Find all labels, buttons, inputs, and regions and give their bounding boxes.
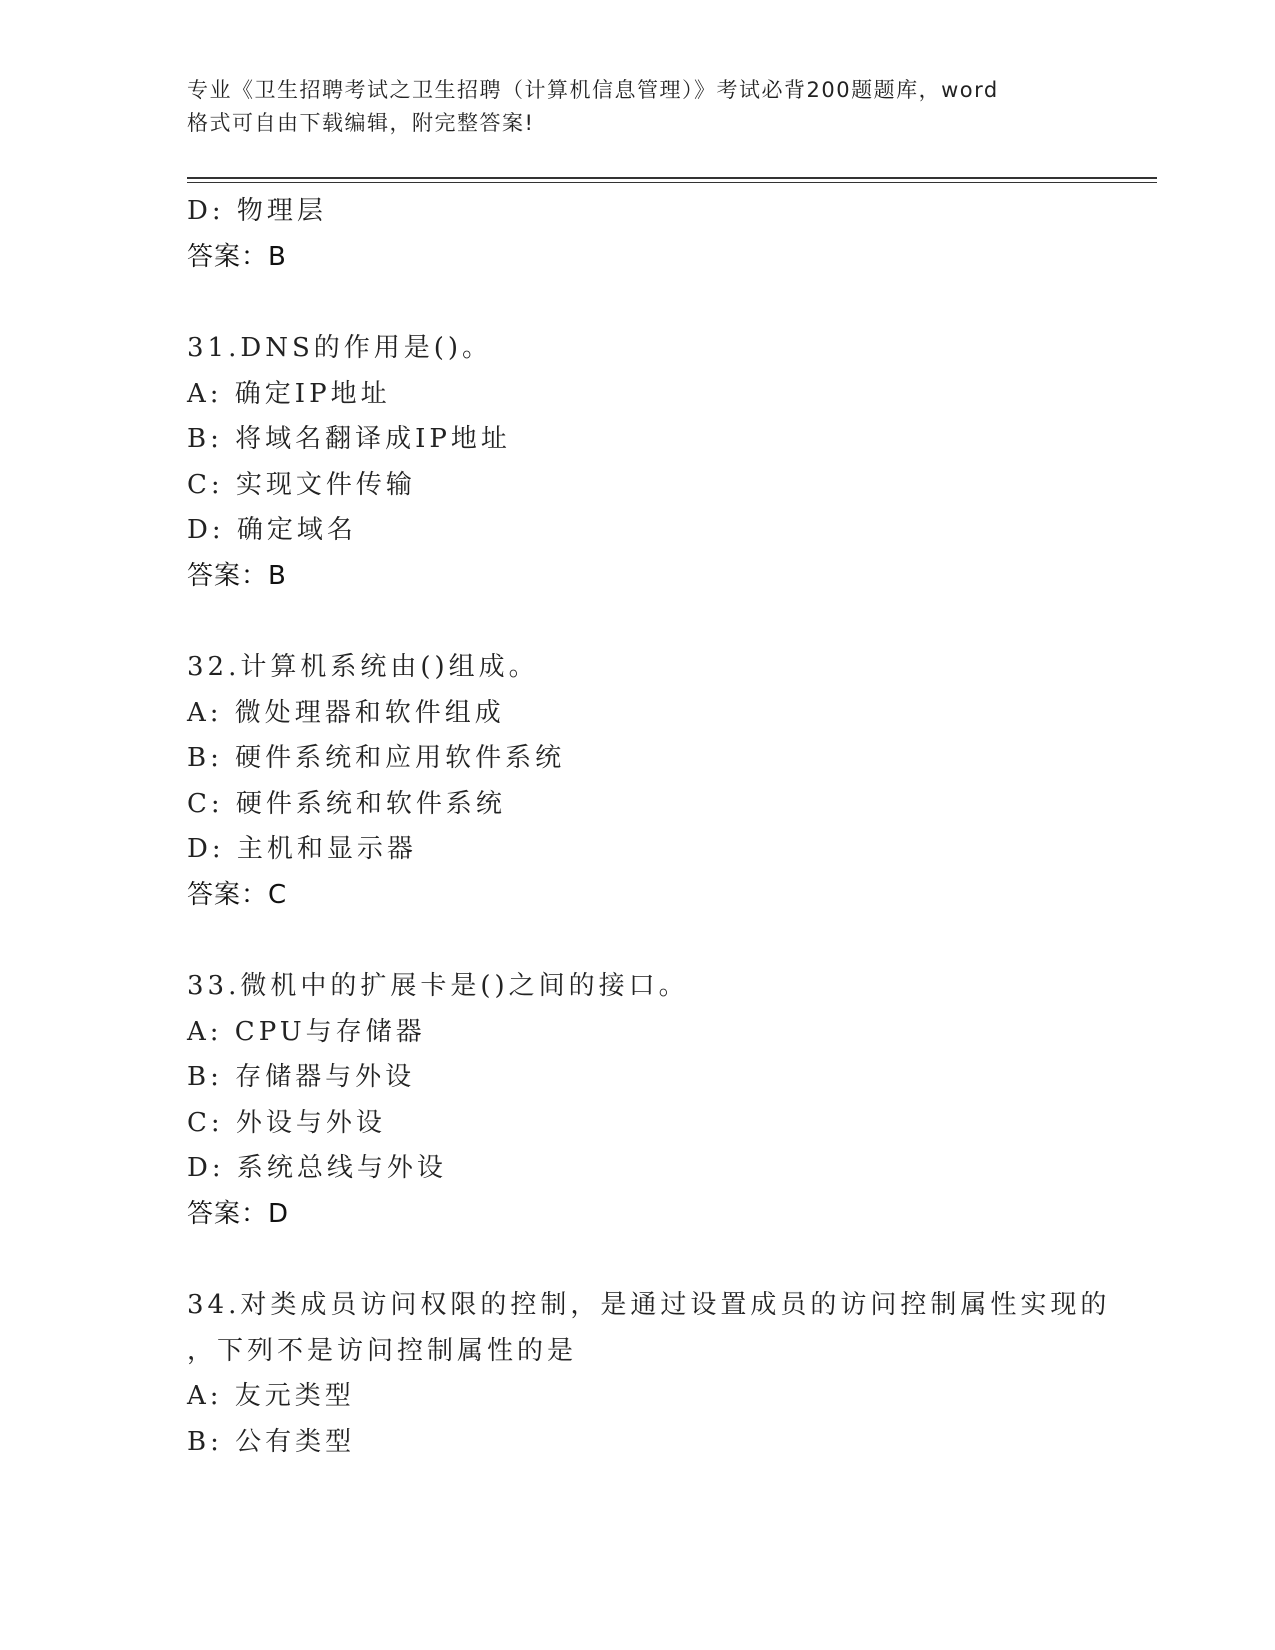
option-item: C: 实现文件传输 xyxy=(187,469,416,500)
option-item: D: 物理层 xyxy=(187,196,327,226)
answer-line: 答案：D xyxy=(187,1198,290,1229)
header-divider-thick xyxy=(187,177,1157,179)
option-item: A: 友元类型 xyxy=(187,1381,355,1411)
header-divider-thin xyxy=(187,182,1157,183)
option-item: A: 微处理器和软件组成 xyxy=(187,697,505,728)
document-page xyxy=(187,0,1157,1650)
option-item: C: 外设与外设 xyxy=(187,1107,386,1138)
option-item: A: 确定IP地址 xyxy=(187,378,391,409)
header-line-2: 格式可自由下载编辑，附完整答案! xyxy=(187,111,535,135)
question-stem-continued: ，下列不是访问控制属性的是 xyxy=(187,1335,578,1366)
option-item: B: 将域名翻译成IP地址 xyxy=(187,424,511,454)
option-item: B: 硬件系统和应用软件系统 xyxy=(187,743,566,773)
option-item: B: 存储器与外设 xyxy=(187,1062,416,1092)
option-item: D: 系统总线与外设 xyxy=(187,1153,447,1183)
question-list xyxy=(187,189,1157,1465)
header-line-1: 专业《卫生招聘考试之卫生招聘（计算机信息管理）》考试必背200题题库，word xyxy=(187,78,999,102)
option-item: C: 硬件系统和软件系统 xyxy=(187,788,506,819)
option-item: D: 主机和显示器 xyxy=(187,834,417,864)
answer-line: 答案：C xyxy=(187,879,288,910)
option-item: A: CPU与存储器 xyxy=(187,1016,426,1047)
document-header xyxy=(187,74,1087,140)
answer-line: 答案：B xyxy=(187,241,287,272)
question-stem: 34.对类成员访问权限的控制，是通过设置成员的访问控制属性实现的 xyxy=(187,1290,1111,1320)
question-stem: 33.微机中的扩展卡是()之间的接口。 xyxy=(187,971,689,1001)
option-item: D: 确定域名 xyxy=(187,515,357,545)
question-stem: 31.DNS的作用是()。 xyxy=(187,333,493,363)
answer-line: 答案：B xyxy=(187,560,287,591)
option-item: B: 公有类型 xyxy=(187,1426,356,1457)
question-stem: 32.计算机系统由()组成。 xyxy=(187,652,539,682)
